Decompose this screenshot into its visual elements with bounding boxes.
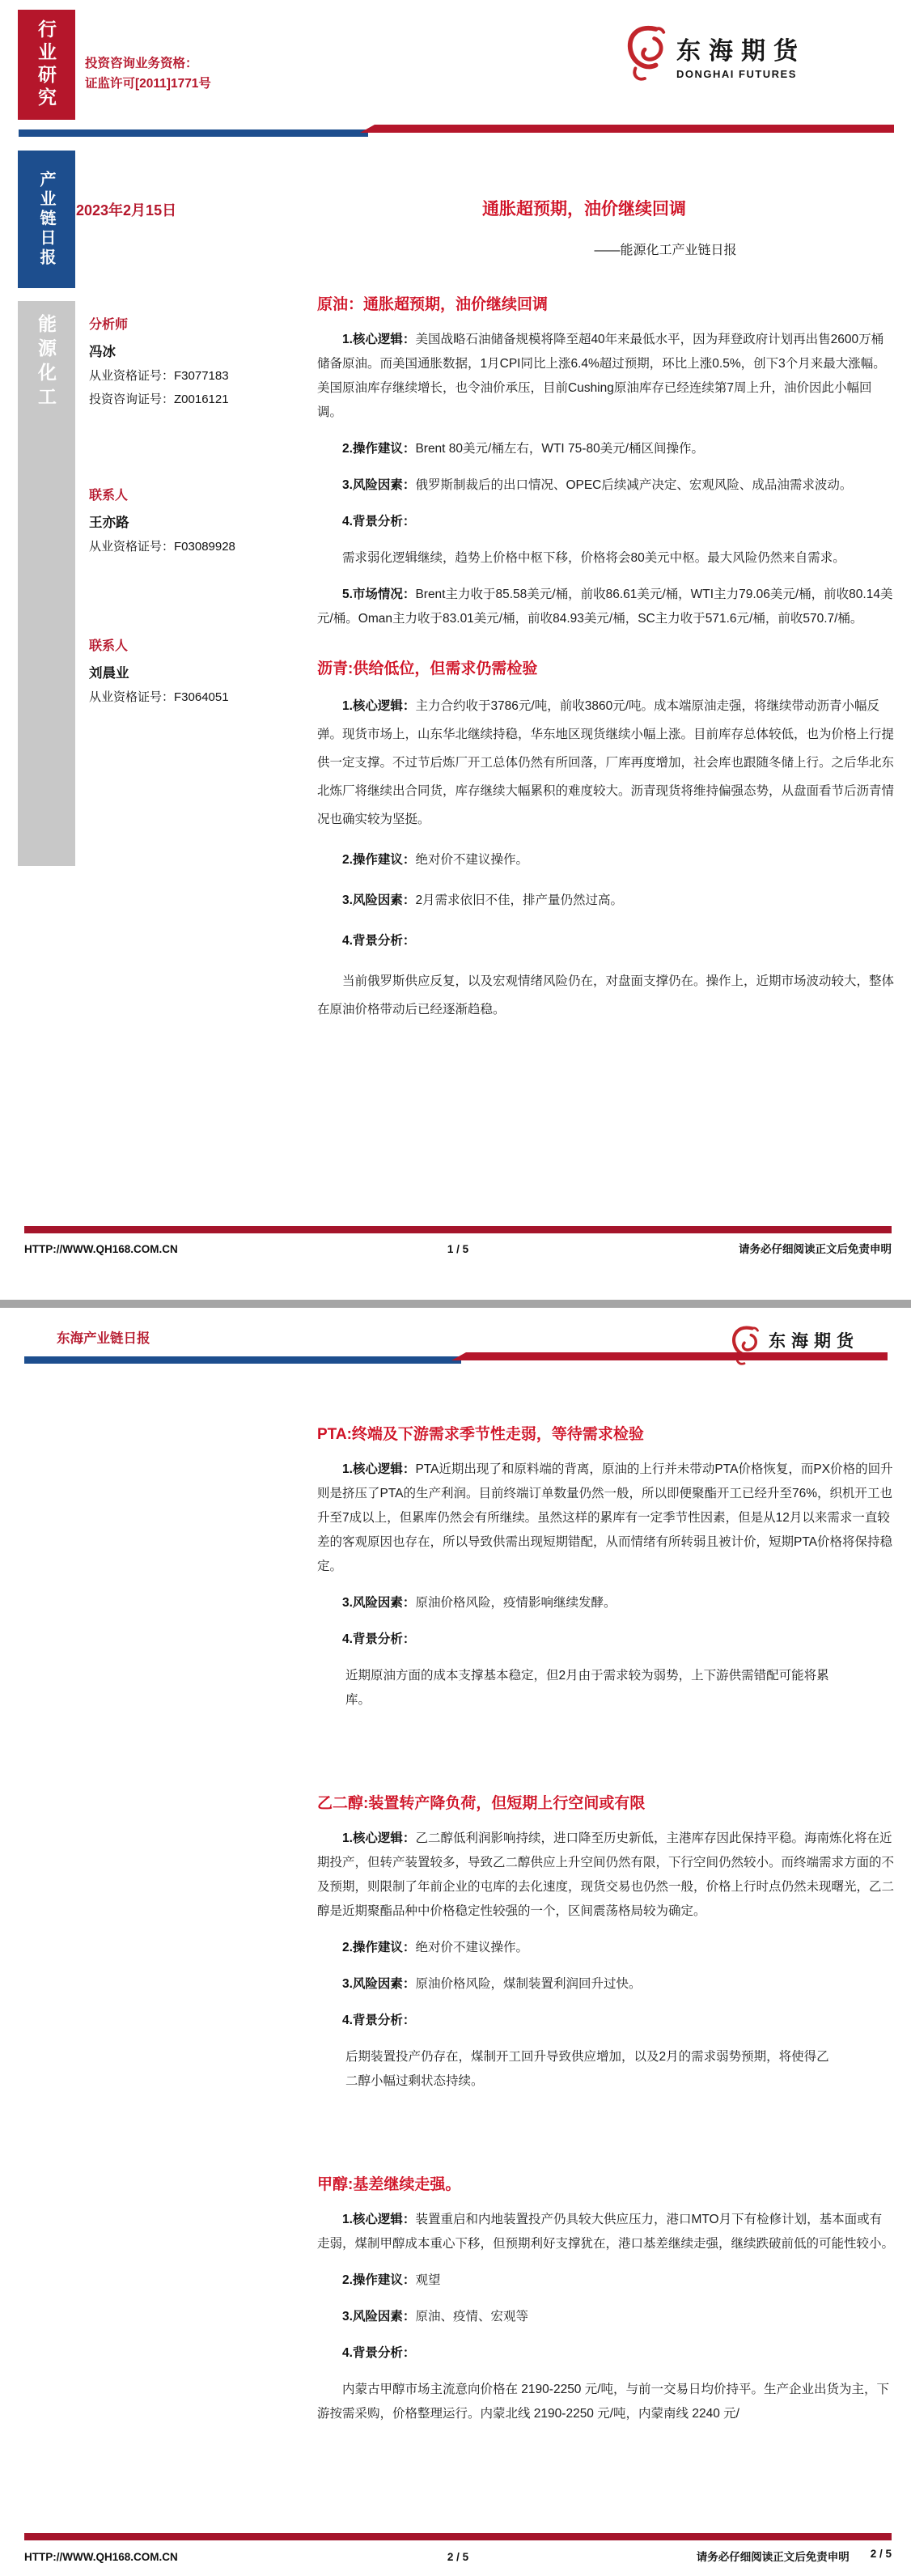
page-number-right: 2 / 5	[870, 2548, 892, 2560]
section-pta	[317, 1424, 894, 1712]
category-label: 能源化工	[36, 314, 57, 411]
report-title: 通胀超预期，油价继续回调	[482, 200, 686, 219]
paragraph: 1.核心逻辑：PTA近期出现了和原料端的背离，原油的上行并未带动PTA价格恢复，而PX价格的回升则是挤压了PTA的生产利润。目前终端订单数量仍然一般，所以即便聚酯开工已经升至76%，织机开工也升至7成以上，但累库仍然会有所继续。虽然这样的累库有一定季节性因素，但是从12月以来需求一直较差的客观原因也存在，所以导致供需出现短期错配，从而情绪有所转弱且被计价，短期PTA价格将保持稳定。	[317, 1462, 893, 1573]
header-rule-red	[451, 1352, 888, 1360]
page-separator	[0, 1300, 911, 1308]
paragraph: 当前俄罗斯供应反复，以及宏观情绪风险仍在，对盘面支撑仍在。操作上，近期市场波动较大，整体在原油价格带动后已经逐渐趋稳。	[317, 974, 895, 1016]
contact-role: 联系人	[89, 489, 129, 503]
paragraph: 5.市场情况：Brent主力收于85.58美元/桶，前收86.61美元/桶，WTI主力79.06美元/桶，前收80.14美元/桶。Oman主力收于83.01美元/桶，前收84.93美元/桶，SC主力收于571.6元/桶，前收570.7/桶。	[317, 588, 893, 626]
footer-url: HTTP://WWW.QH168.COM.CN	[24, 2551, 178, 2563]
paragraph: 1.核心逻辑：美国战略石油储备规模将降至超40年来最低水平，因为拜登政府计划再出售2600万桶储备原油。而美国通胀数据，1月CPI同比上涨6.4%超过预期，环比上涨0.5%，创下3个月来最大涨幅。美国原油库存继续增长，也令油价承压，目前Cushing原油库存已经连续第7周上升，油价因此小幅回调。	[317, 333, 886, 419]
paragraph: 需求弱化逻辑继续，趋势上价格中枢下移，价格将会80美元中枢。最大风险仍然来自需求。	[342, 551, 845, 565]
page2-header-title: 东海产业链日报	[57, 1331, 150, 1346]
header-rule-blue	[24, 1356, 461, 1364]
footer-disclaimer: 请务必仔细阅读正文后免责申明	[739, 1243, 892, 1255]
paragraph: 3.风险因素：原油、疫情、宏观等	[342, 2310, 528, 2323]
paragraph: 后期装置投产仍存在，煤制开工回升导致供应增加，以及2月的需求弱势预期，将使得乙二醇小幅过剩状态持续。	[345, 2050, 829, 2088]
dragon-logo-icon	[727, 1322, 762, 1373]
section-asphalt	[317, 659, 894, 1024]
section-heading: 乙二醇:装置转产降负荷，但短期上行空间或有限	[317, 1795, 646, 1812]
paragraph: 3.风险因素：原油价格风险，煤制装置利润回升过快。	[342, 1977, 642, 1991]
footer-disclaimer: 请务必仔细阅读正文后免责申明	[696, 2551, 850, 2563]
analyst-role: 分析师	[89, 318, 129, 332]
qualification-text	[85, 53, 211, 94]
paragraph: 2.操作建议：观望	[342, 2273, 441, 2287]
paragraph: 1.核心逻辑：装置重启和内地装置投产仍具较大供应压力，港口MTO月下有检修计划，基本面或有走弱，煤制甲醇成本重心下移，但预期利好支撑犹在，港口基差继续走强，继续跌破前低的可能性较小。	[317, 2213, 895, 2251]
paragraph: 3.风险因素：原油价格风险，疫情影响继续发酵。	[342, 1596, 617, 1610]
logo-english-name: DONGHAI FUTURES	[676, 68, 797, 80]
industry-chain-daily-badge	[18, 151, 75, 288]
contact-block	[89, 635, 309, 705]
section-crude-oil	[317, 295, 894, 631]
paragraph: 1.核心逻辑：主力合约收于3786元/吨，前收3860元/吨。成本端原油走强，将继续带动沥青小幅反弹。现货市场上，山东华北继续持稳，华东地区现货继续小幅上涨。目前库存总体较低，也为价格上行提供一定支撑。不过节后炼厂开工总体仍然有所回落，厂库再度增加，社会库也跟随冬储上行。之后华北东北炼厂将继续出合同货，库存继续大幅累积的难度较大。沥青现货将维持偏强态势，从盘面看节后沥青情况也确实较为坚挺。	[317, 699, 895, 826]
paragraph: 3.风险因素：俄罗斯制裁后的出口情况、OPEC后续减产决定、宏观风险、成品油需求波动。	[342, 478, 853, 492]
analyst-block	[89, 314, 309, 407]
page-number: 2 / 5	[447, 2551, 469, 2563]
analyst-name: 冯冰	[89, 345, 116, 359]
company-logo	[620, 19, 806, 90]
industry-research-badge	[18, 10, 75, 120]
contact-block	[89, 485, 309, 554]
paragraph: 1.核心逻辑：乙二醇低利润影响持续，进口降至历史新低，主港库存因此保持平稳。海南炼化将在近期投产，但转产装置较多，导致乙二醇供应上升空间仍然有限，下行空间仍然较小。而终端需求方面的不及预期，则限制了年前企业的屯库的去化速度，现货交易也仍然一般，价格上行时点仍然未现曙光，乙二醇是近期聚酯品种中价格稳定性较强的一个，区间震荡格局较为确定。	[317, 1831, 895, 1918]
paragraph: 2.操作建议：绝对价不建议操作。	[342, 1941, 528, 1954]
industry-chain-daily-label: 产业链日报	[37, 171, 55, 268]
footer-url: HTTP://WWW.QH168.COM.CN	[24, 1243, 178, 1255]
page2-footer	[24, 2548, 892, 2564]
paragraph: 4.背景分析：	[342, 1632, 416, 1646]
footer-rule	[24, 2533, 892, 2540]
paragraph: 4.背景分析：	[342, 934, 416, 948]
company-logo	[727, 1322, 859, 1373]
section-heading: 原油：通胀超预期，油价继续回调	[317, 296, 549, 313]
paragraph: 3.风险因素：2月需求依旧不佳，排产量仍然过高。	[342, 893, 624, 907]
section-methanol	[317, 2175, 894, 2426]
paragraph: 近期原油方面的成本支撑基本稳定，但2月由于需求较为弱势，上下游供需错配可能将累库。	[345, 1669, 829, 1707]
paragraph: 内蒙古甲醇市场主流意向价格在 2190-2250 元/吨，与前一交易日均价持平。生产企业出货为主，下游按需采购，价格整理运行。内蒙北线 2190-2250 元/吨，内蒙南线 2240 元/	[317, 2383, 890, 2421]
contact-name: 刘晨业	[89, 666, 129, 681]
industry-research-label: 行业研究	[36, 19, 57, 110]
page2-body	[317, 1424, 894, 2426]
paragraph: 2.操作建议：Brent 80美元/桶左右，WTI 75-80美元/桶区间操作。	[342, 442, 704, 456]
category-sidebar	[18, 301, 75, 866]
analyst-cert: 投资咨询证号：Z0016121	[89, 393, 229, 406]
page-number: 1 / 5	[447, 1243, 469, 1255]
contact-cert: 从业资格证号：F03089928	[89, 540, 235, 554]
paragraph: 4.背景分析：	[342, 515, 416, 528]
section-heading: 甲醇:基差继续走强。	[317, 2176, 461, 2193]
section-heading: PTA:终端及下游需求季节性走弱，等待需求检验	[317, 1426, 644, 1443]
section-heading: 沥青:供给低位，但需求仍需检验	[317, 660, 538, 677]
header-rule-red	[360, 125, 894, 133]
qualification-line1: 投资咨询业务资格：	[85, 57, 198, 70]
contact-cert: 从业资格证号：F3064051	[89, 690, 229, 704]
section-ethylene-glycol	[317, 1793, 894, 2094]
page1-footer	[24, 1240, 892, 1256]
contact-role: 联系人	[89, 639, 129, 653]
paragraph: 4.背景分析：	[342, 2346, 416, 2360]
header-rule-blue	[19, 129, 368, 137]
paragraph: 2.操作建议：绝对价不建议操作。	[342, 853, 528, 867]
analyst-cert: 从业资格证号：F3077183	[89, 369, 229, 383]
dragon-logo-icon	[620, 19, 670, 90]
page1-body	[317, 295, 894, 1024]
paragraph: 4.背景分析：	[342, 2014, 416, 2027]
qualification-line2: 证监许可[2011]1771号	[85, 77, 211, 91]
report-date: 2023年2月15日	[76, 202, 177, 219]
footer-rule	[24, 1226, 892, 1233]
logo-chinese-name: 东海期货	[769, 1332, 859, 1351]
analyst-panel	[89, 314, 309, 705]
report-subtitle: ——能源化工产业链日报	[594, 244, 737, 257]
logo-chinese-name: 东海期货	[676, 38, 806, 65]
contact-name: 王亦路	[89, 516, 129, 530]
